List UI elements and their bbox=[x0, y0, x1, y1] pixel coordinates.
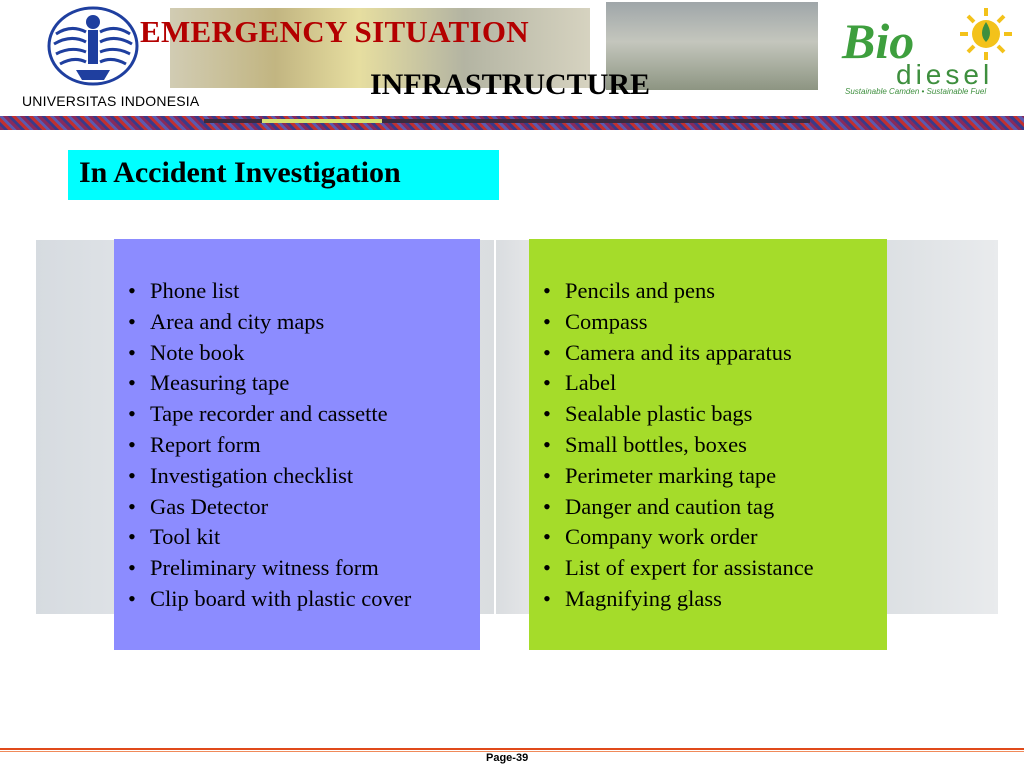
page-title: EMERGENCY SITUATION bbox=[140, 14, 529, 49]
biodiesel-logo bbox=[838, 4, 1014, 100]
list-item: • Danger and caution tag bbox=[543, 492, 814, 523]
list-item: • Sealable plastic bags bbox=[543, 399, 814, 430]
list-item: • Note book bbox=[128, 338, 411, 369]
list-item: • Company work order bbox=[543, 522, 814, 553]
diesel-logo-word: diesel bbox=[896, 59, 994, 90]
list-item: • Perimeter marking tape bbox=[543, 461, 814, 492]
right-equipment-list bbox=[543, 276, 814, 615]
footer-line bbox=[0, 748, 1024, 750]
list-item: • Clip board with plastic cover bbox=[128, 584, 411, 615]
list-item: • Gas Detector bbox=[128, 492, 411, 523]
list-item: • Tool kit bbox=[128, 522, 411, 553]
list-item: • Preliminary witness form bbox=[128, 553, 411, 584]
list-item: • Report form bbox=[128, 430, 411, 461]
left-equipment-list bbox=[128, 276, 411, 615]
universitas-indonesia-logo bbox=[46, 4, 140, 88]
page-subtitle: INFRASTRUCTURE bbox=[370, 68, 651, 101]
list-item: • Compass bbox=[543, 307, 814, 338]
list-item: • Camera and its apparatus bbox=[543, 338, 814, 369]
list-item: • Phone list bbox=[128, 276, 411, 307]
university-name: UNIVERSITAS INDONESIA bbox=[22, 93, 200, 109]
list-item: • Magnifying glass bbox=[543, 584, 814, 615]
list-item: • Label bbox=[543, 368, 814, 399]
list-item: • Tape recorder and cassette bbox=[128, 399, 411, 430]
background-divider bbox=[494, 240, 496, 614]
biodiesel-tagline: Sustainable Camden • Sustainable Fuel bbox=[845, 87, 987, 96]
bio-logo-word: Bio bbox=[842, 13, 915, 69]
list-item: • Pencils and pens bbox=[543, 276, 814, 307]
section-heading: In Accident Investigation bbox=[79, 156, 401, 189]
list-item: • Investigation checklist bbox=[128, 461, 411, 492]
band-accent-light bbox=[262, 119, 382, 123]
sun-icon bbox=[960, 8, 1012, 60]
list-item: • Measuring tape bbox=[128, 368, 411, 399]
list-item: • Area and city maps bbox=[128, 307, 411, 338]
list-item: • Small bottles, boxes bbox=[543, 430, 814, 461]
list-item: • List of expert for assistance bbox=[543, 553, 814, 584]
page-number: Page-39 bbox=[486, 752, 529, 764]
